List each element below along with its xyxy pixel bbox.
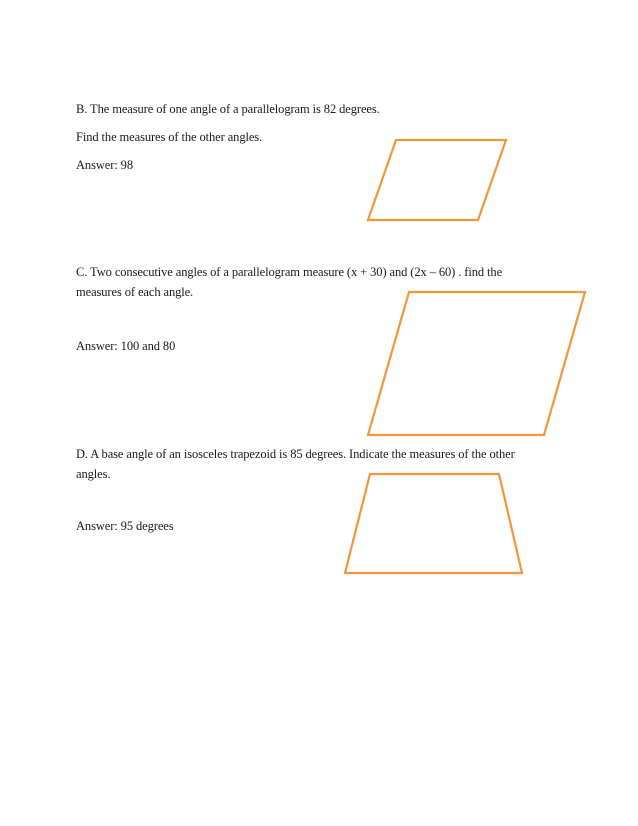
- question-d-answer: Answer: 95 degrees: [76, 519, 174, 533]
- question-d-line-2: angles.: [76, 467, 111, 481]
- question-c-line-1: C. Two consecutive angles of a parallelogram measure (x + 30) and (2x – 60) . find the: [76, 265, 503, 279]
- question-c-answer: Answer: 100 and 80: [76, 339, 176, 353]
- question-b-line-1: B. The measure of one angle of a parallelogram is 82 degrees.: [76, 102, 380, 116]
- parallelogram-large-figure: [368, 292, 585, 435]
- parallelogram-small-figure: [368, 140, 506, 220]
- question-b-line-2: Find the measures of the other angles.: [76, 130, 263, 144]
- question-c-line-2: measures of each angle.: [76, 285, 194, 299]
- question-d-line-1: D. A base angle of an isosceles trapezoid is 85 degrees. Indicate the measures of the other: [76, 447, 515, 461]
- isosceles-trapezoid-figure: [345, 474, 522, 573]
- question-b-answer: Answer: 98: [76, 158, 133, 172]
